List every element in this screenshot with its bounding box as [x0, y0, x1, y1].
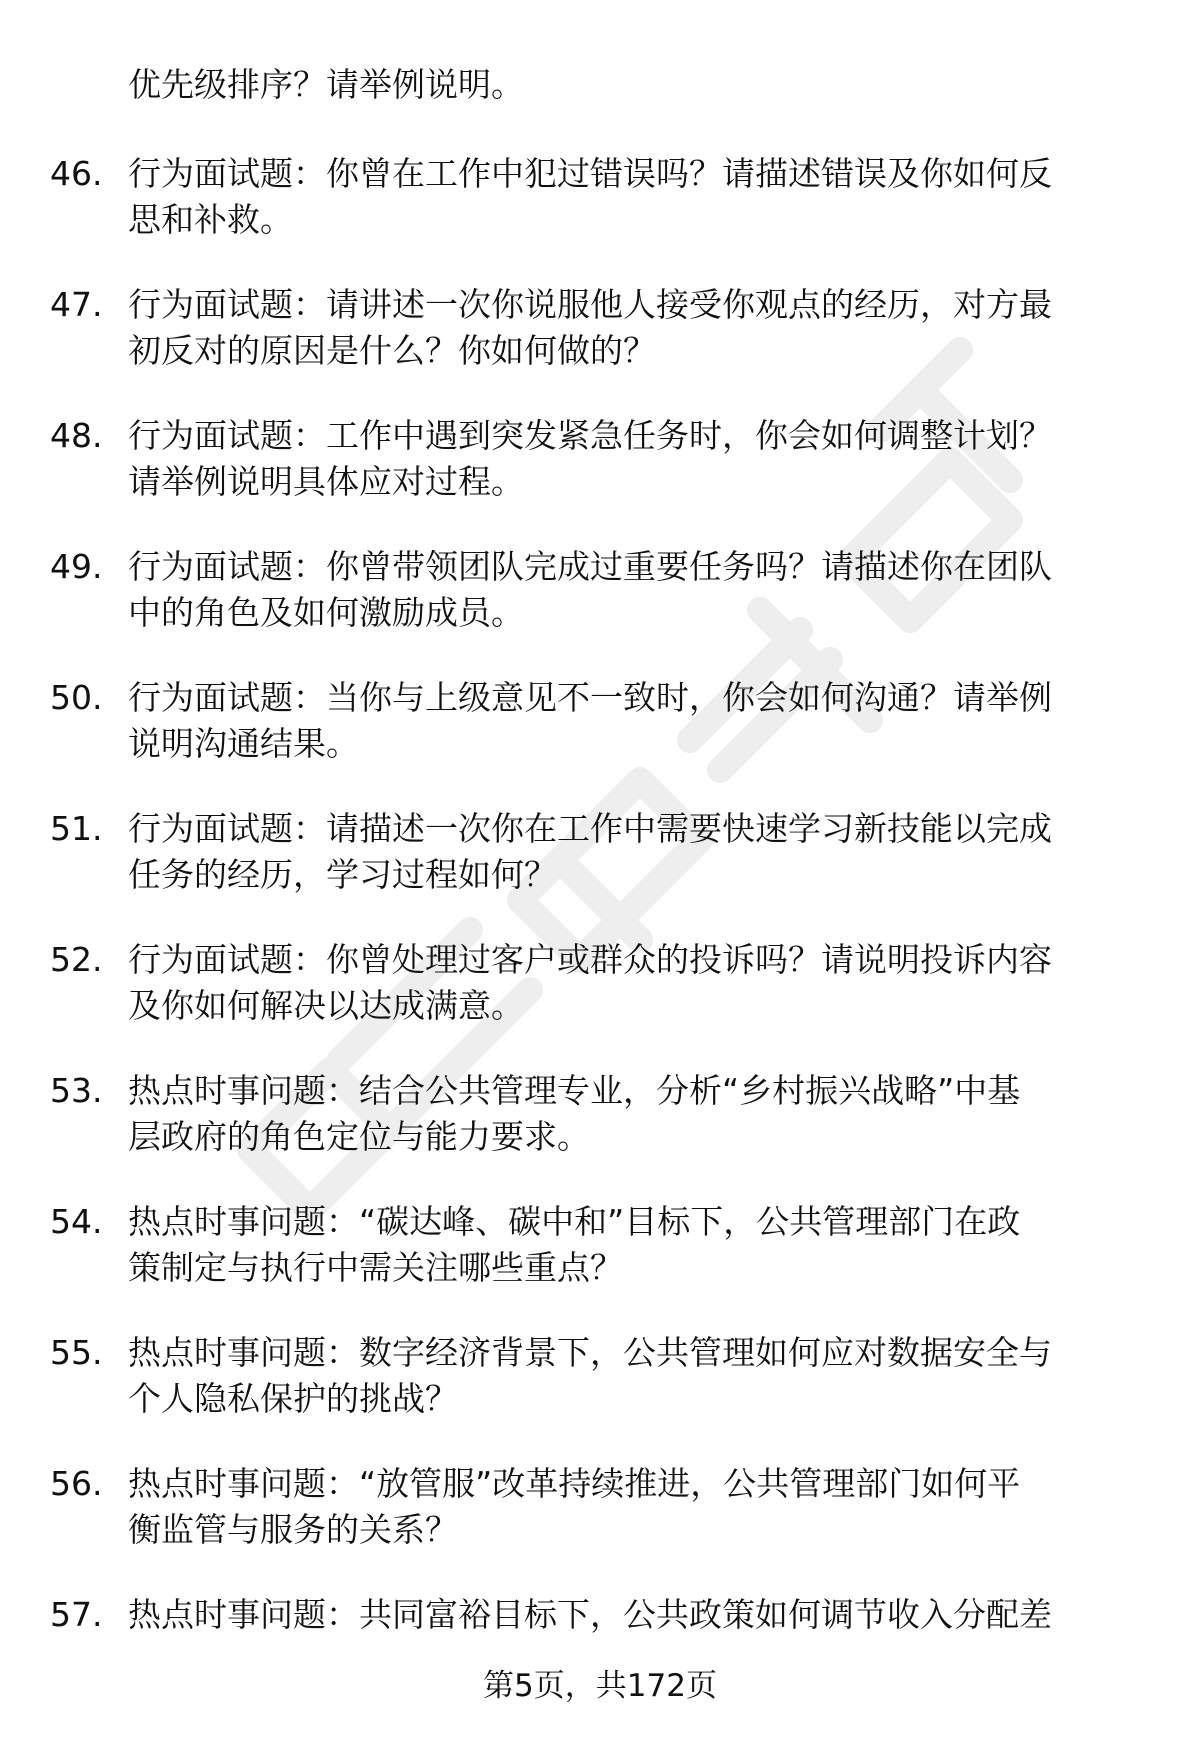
- list-item: [0, 675, 1200, 806]
- question-list: [0, 151, 1200, 1723]
- list-item: [0, 937, 1200, 1068]
- item-number: 52.: [50, 940, 103, 979]
- item-number: 53.: [50, 1071, 103, 1110]
- item-text: 热点时事问题：“碳达峰、碳中和”目标下，公共管理部门在政 策制定与执行中需关注哪些重点？: [128, 1202, 1021, 1287]
- item-number: 54.: [50, 1202, 103, 1241]
- list-item: [0, 151, 1200, 282]
- item-number: 49.: [50, 547, 103, 586]
- list-item: [0, 413, 1200, 544]
- list-item: [0, 544, 1200, 675]
- continuation-text: 优先级排序？请举例说明。: [128, 65, 524, 104]
- item-text: 行为面试题：你曾在工作中犯过错误吗？请描述错误及你如何反 思和补救。: [128, 154, 1052, 239]
- item-number: 56.: [50, 1464, 103, 1503]
- item-text: 热点时事问题：“放管服”改革持续推进，公共管理部门如何平 衡监管与服务的关系？: [128, 1464, 1021, 1549]
- item-text: 行为面试题：当你与上级意见不一致时，你会如何沟通？请举例 说明沟通结果。: [128, 678, 1052, 763]
- list-item: [0, 1461, 1200, 1592]
- item-number: 57.: [50, 1595, 103, 1634]
- item-number: 50.: [50, 678, 103, 717]
- item-text: 行为面试题：工作中遇到突发紧急任务时，你会如何调整计划？ 请举例说明具体应对过程。: [128, 416, 1052, 501]
- item-text: 行为面试题：你曾带领团队完成过重要任务吗？请描述你在团队 中的角色及如何激励成员。: [128, 547, 1052, 632]
- item-text: 热点时事问题：数字经济背景下，公共管理如何应对数据安全与 个人隐私保护的挑战？: [128, 1333, 1052, 1418]
- item-number: 55.: [50, 1333, 103, 1372]
- list-item: [0, 1068, 1200, 1199]
- item-text: 行为面试题：你曾处理过客户或群众的投诉吗？请说明投诉内容 及你如何解决以达成满意。: [128, 940, 1052, 1025]
- page-footer: 第5页，共172页: [483, 1668, 717, 1704]
- list-item: [0, 1199, 1200, 1330]
- list-item: [0, 1330, 1200, 1461]
- item-number: 51.: [50, 809, 103, 848]
- item-number: 46.: [50, 154, 103, 193]
- item-text: 行为面试题：请描述一次你在工作中需要快速学习新技能以完成 任务的经历，学习过程如何？: [128, 809, 1052, 894]
- item-text: 热点时事问题：结合公共管理专业，分析“乡村振兴战略”中基 层政府的角色定位与能力要求。: [128, 1071, 1021, 1156]
- item-number: 47.: [50, 285, 103, 324]
- list-item: [0, 282, 1200, 413]
- item-text: 热点时事问题：共同富裕目标下，公共政策如何调节收入分配差: [128, 1595, 1052, 1634]
- list-item: [0, 806, 1200, 937]
- item-text: 行为面试题：请讲述一次你说服他人接受你观点的经历，对方最 初反对的原因是什么？你如何做的？: [128, 285, 1052, 370]
- item-number: 48.: [50, 416, 103, 455]
